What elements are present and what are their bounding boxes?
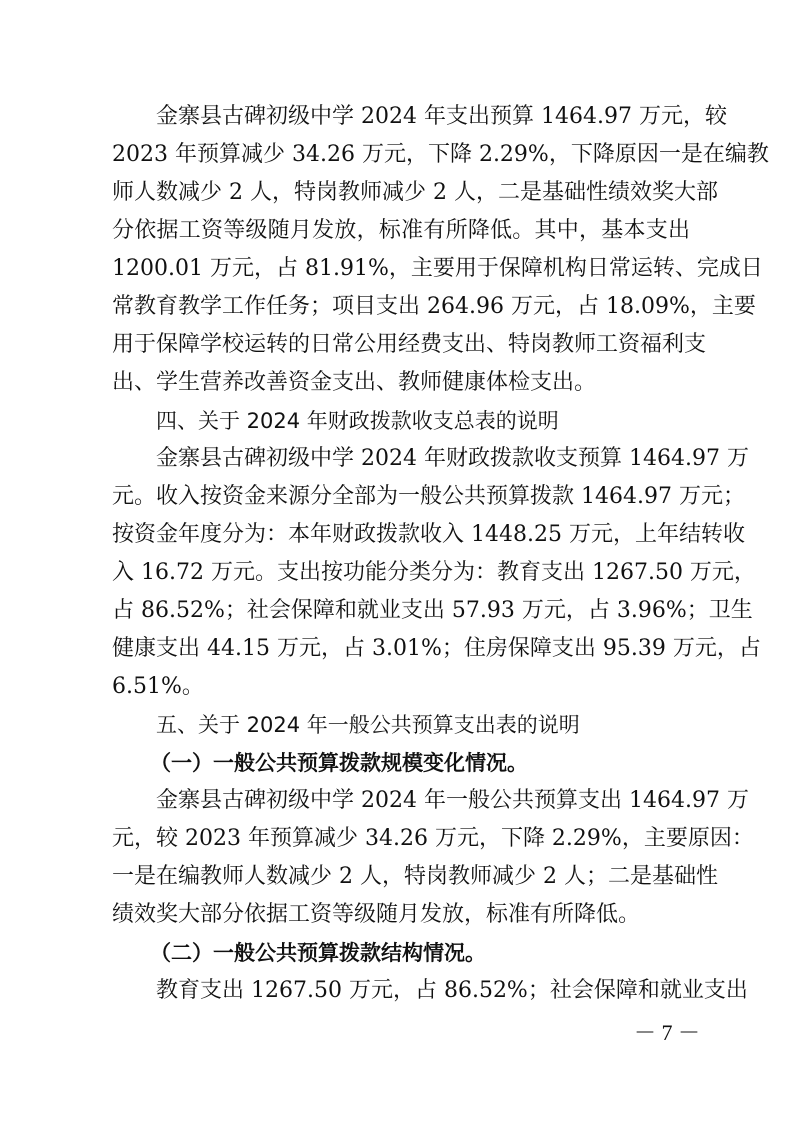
text-line: 1200.01 万元，占 81.91%，主要用于保障机构日常运转、完成日 [112,256,763,281]
subsection-heading: （二）一般公共预算拨款结构情况。 [150,941,486,965]
text-line: 2023 年预算减少 34.26 万元，下降 2.29%，下降原因一是在编教 [112,142,769,167]
text-line: 一是在编教师人数减少 2 人，特岗教师减少 2 人；二是基础性 [112,864,718,889]
text-line: 健康支出 44.15 万元，占 3.01%；住房保障支出 95.39 万元，占 [112,636,761,661]
text-line: 用于保障学校运转的日常公用经费支出、特岗教师工资福利支 [112,332,707,357]
text-line: 教育支出 1267.50 万元，占 86.52%；社会保障和就业支出 [156,978,748,1003]
paragraph-fiscal-allocation [112,440,761,706]
subsection-heading: （一）一般公共预算拨款规模变化情况。 [150,751,528,775]
text-line: 入 16.72 万元。支出按功能分类分为：教育支出 1267.50 万元， [112,560,756,585]
text-line: 金寨县古碑初级中学 2024 年支出预算 1464.97 万元，较 [156,104,727,129]
page-number: － 7 － [633,1020,700,1045]
subsection-heading-1 [112,744,690,782]
text-line: 金寨县古碑初级中学 2024 年财政拨款收支预算 1464.97 万 [156,446,749,471]
text-line: 占 86.52%；社会保障和就业支出 57.93 万元，占 3.96%；卫生 [112,598,753,623]
text-line: 分依据工资等级随月发放，标准有所降低。其中，基本支出 [112,218,690,243]
section-heading: 四、关于 2024 年财政拨款收支总表的说明 [156,409,559,433]
text-line: 常教育教学工作任务；项目支出 264.96 万元，占 18.09%，主要 [112,294,756,319]
section-heading-5 [112,706,690,744]
text-line: 6.51%。 [112,674,204,699]
text-line: 金寨县古碑初级中学 2024 年一般公共预算支出 1464.97 万 [156,788,749,813]
text-line: 元。收入按资金来源分全部为一般公共预算拨款 1464.97 万元； [112,484,745,509]
text-line: 绩效奖大部分依据工资等级随月发放，标准有所降低。 [112,902,641,927]
text-line: 按资金年度分为：本年财政拨款收入 1448.25 万元，上年结转收 [112,522,745,547]
section-heading: 五、关于 2024 年一般公共预算支出表的说明 [156,713,580,737]
text-line: 师人数减少 2 人，特岗教师减少 2 人，二是基础性绩效奖大部 [112,180,718,205]
text-line: 元，较 2023 年预算减少 34.26 万元，下降 2.29%，主要原因： [112,826,754,851]
subsection-heading-2 [112,934,690,972]
text-line: 出、学生营养改善资金支出、教师健康体检支出。 [112,370,597,395]
paragraph-budget-scale [112,782,754,934]
paragraph-budget-structure [112,972,748,1010]
paragraph-expenditure-budget [112,98,769,402]
section-heading-4 [112,402,690,440]
